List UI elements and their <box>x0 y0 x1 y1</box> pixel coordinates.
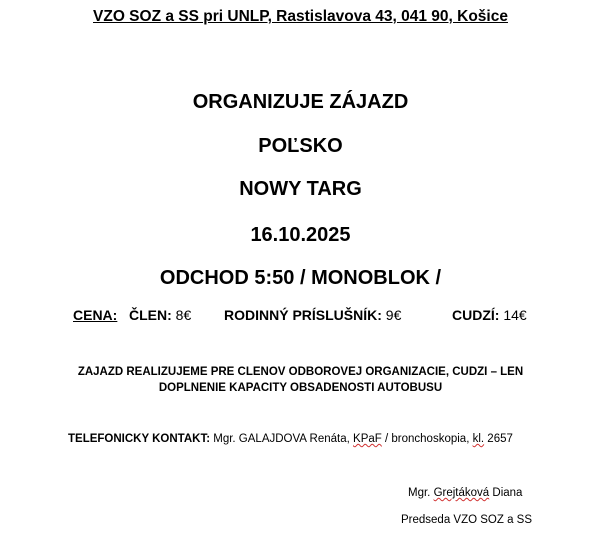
signature-first-name: Diana <box>492 487 523 499</box>
price-label-text: CENA: <box>73 307 118 323</box>
contact-ext-number: 2657 <box>487 433 513 445</box>
signature-title: Mgr. <box>408 487 431 499</box>
contact-ext-abbr: kl. <box>472 433 485 445</box>
contact-name: Mgr. GALAJDOVA Renáta, <box>213 433 350 445</box>
contact-dept-abbr: KPaF <box>353 433 382 445</box>
price-family <box>224 307 401 323</box>
contact-dept: / bronchoskopia, <box>385 433 470 445</box>
price-foreign <box>452 307 527 323</box>
signature-name <box>408 487 522 499</box>
signature-role: Predseda VZO SOZ a SS <box>401 514 533 526</box>
family-price: 9€ <box>385 307 402 323</box>
contact-line <box>68 433 513 445</box>
notice-line-1: ZAJAZD REALIZUJEME PRE CLENOV ODBOROVEJ ORGANIZACIE, CUDZI – LEN <box>77 366 524 378</box>
event-city: NOWY TARG <box>239 178 362 200</box>
price-label <box>73 307 117 323</box>
notice-line-2: DOPLNENIE KAPACITY OBSADENOSTI AUTOBUSU <box>158 382 443 394</box>
organization-header: VZO SOZ a SS pri UNLP, Rastislavova 43, 041 90, Košice <box>93 8 508 25</box>
foreign-price: 14€ <box>503 307 527 323</box>
member-price: 8€ <box>175 307 192 323</box>
event-departure: ODCHOD 5:50 / MONOBLOK / <box>159 267 442 289</box>
foreign-label: CUDZÍ: <box>452 307 500 323</box>
event-headline: ORGANIZUJE ZÁJAZD <box>192 91 409 113</box>
contact-label: TELEFONICKY KONTAKT: <box>68 433 211 445</box>
event-date: 16.10.2025 <box>250 224 351 246</box>
event-country: POĽSKO <box>258 135 343 157</box>
member-label: ČLEN: <box>129 307 172 323</box>
price-member <box>129 307 191 323</box>
signature-surname: Grejtáková <box>433 487 490 499</box>
family-label: RODINNÝ PRÍSLUŠNÍK: <box>224 307 382 323</box>
